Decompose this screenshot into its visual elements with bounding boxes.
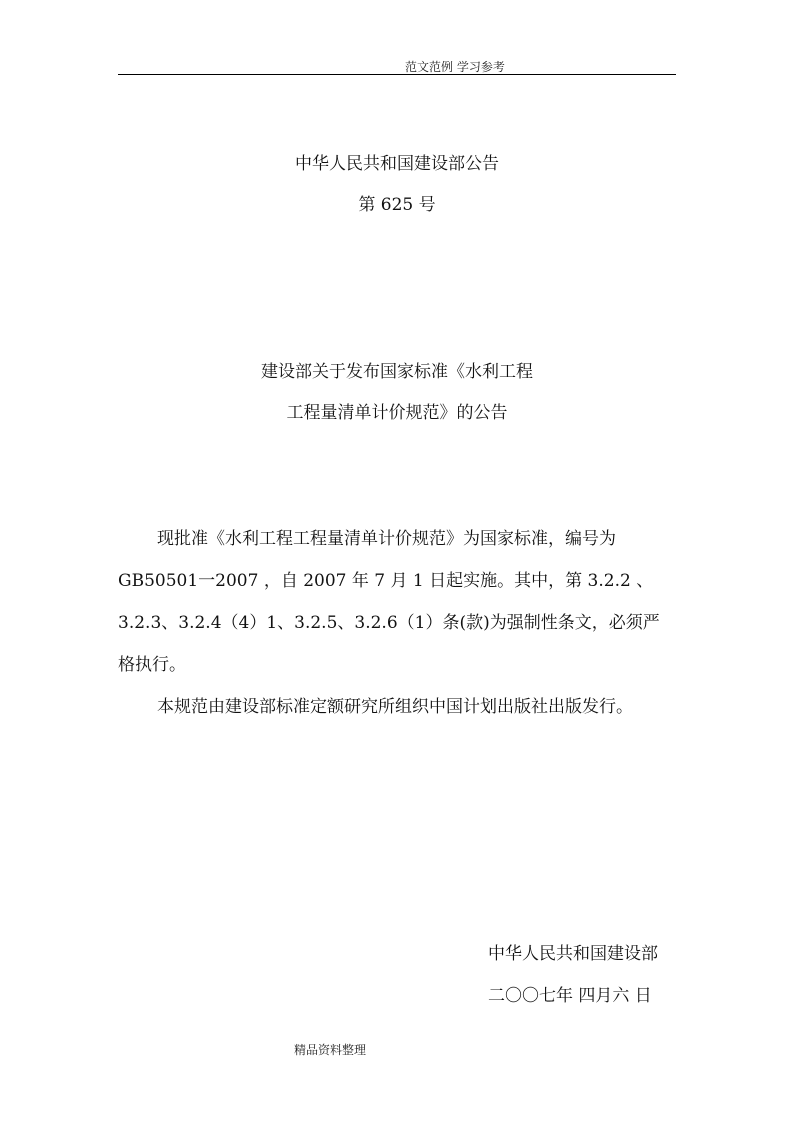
document-title-line-2: 工程量清单计价规范》的公告 — [286, 403, 508, 423]
body-paragraph-1-line-1: 现批准《水利工程工程量清单计价规范》为国家标准，编号为 — [157, 529, 616, 549]
document-title-line-1: 建设部关于发布国家标准《水利工程 — [261, 362, 533, 382]
body-paragraph-2: 本规范由建设部标准定额研究所组织中国计划出版社出版发行。 — [157, 697, 633, 717]
announcement-number: 第 625 号 — [358, 195, 436, 215]
body-paragraph-1-line-3: 3.2.3、3.2.4（4）1、3.2.5、3.2.6（1）条(款)为强制性条文，必须严 — [118, 613, 660, 633]
page-header: 范文范例 学习参考 — [405, 60, 505, 74]
body-paragraph-1-line-2: GB50501一2007 ，自 2007 年 7 月 1 日起实施。其中，第 3.2.2 、 — [118, 571, 654, 591]
signature-date: 二〇〇七年 四月六 日 — [488, 986, 652, 1006]
header-divider — [118, 74, 676, 75]
page-footer: 精品资料整理 — [294, 1043, 367, 1057]
announcement-issuer: 中华人民共和国建设部公告 — [295, 154, 499, 174]
body-paragraph-1-line-4: 格执行。 — [118, 655, 186, 675]
signature-organization: 中华人民共和国建设部 — [488, 944, 658, 964]
